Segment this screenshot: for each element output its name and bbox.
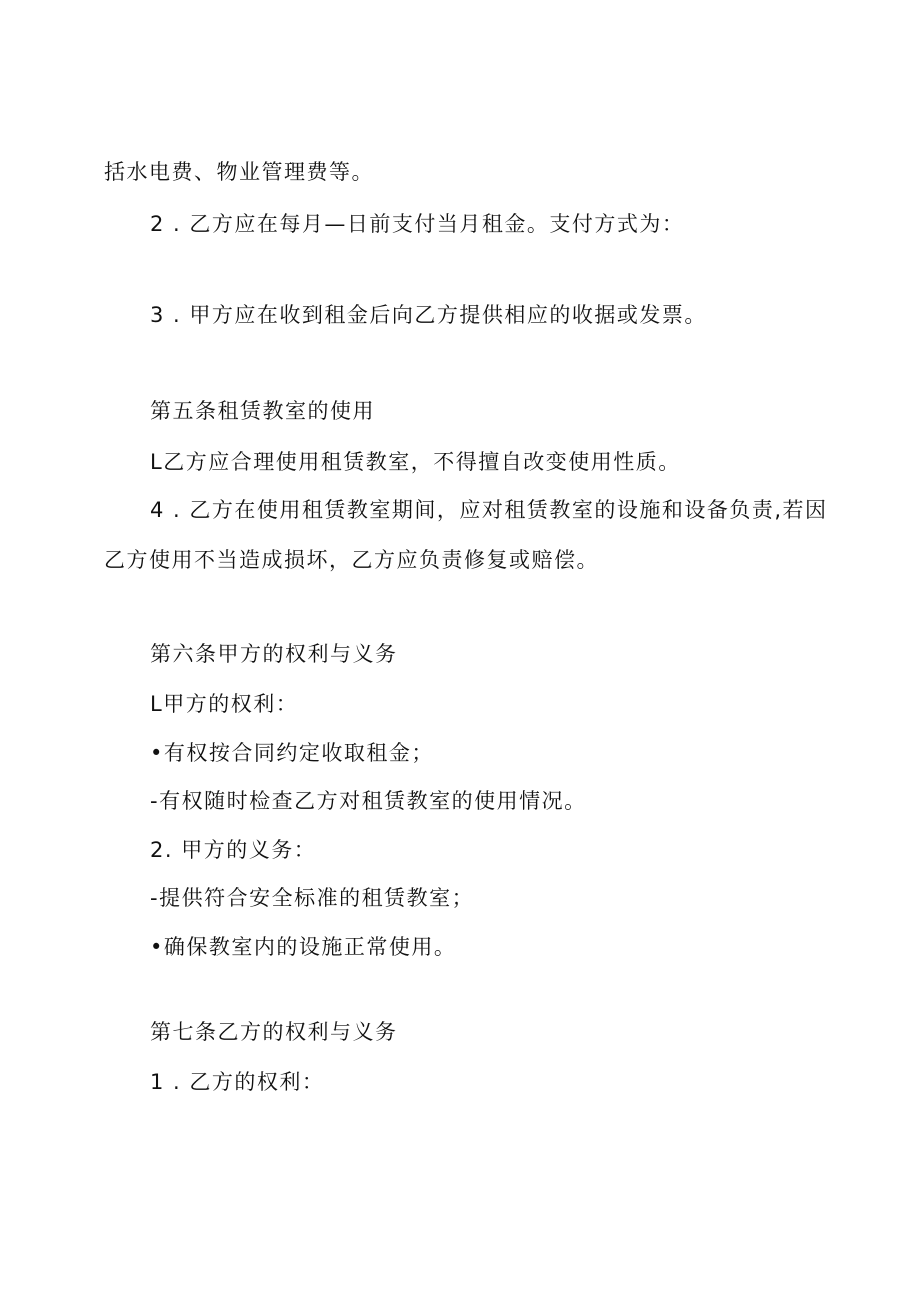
clause-5-item-1: L乙方应合理使用租赁教室，不得擅自改变使用性质。 bbox=[150, 450, 681, 474]
clause-6-bullet-safe-classroom: -提供符合安全标准的租赁教室； bbox=[150, 886, 475, 910]
clause-7-item-1: 1 . 乙方的权利： bbox=[150, 1070, 325, 1094]
section-heading-article-6: 第六条甲方的权利与义务 bbox=[150, 642, 398, 666]
clause-5-item-2-line-1: 4 . 乙方在使用租赁教室期间，应对租赁教室的设施和设备负责,若因 bbox=[150, 498, 828, 522]
text-line-fee-scope: 括水电费、物业管理费等。 bbox=[104, 160, 374, 184]
clause-4-item-3: 3 . 甲方应在收到租金后向乙方提供相应的收据或发票。 bbox=[150, 303, 707, 327]
section-heading-article-5: 第五条租赁教室的使用 bbox=[150, 399, 375, 423]
section-heading-article-7: 第七条乙方的权利与义务 bbox=[150, 1020, 398, 1044]
clause-6-bullet-collect-rent: •有权按合同约定收取租金； bbox=[150, 741, 434, 765]
clause-6-item-2: 2. 甲方的义务： bbox=[150, 838, 317, 862]
clause-5-item-2-line-2: 乙方使用不当造成损坏，乙方应负责修复或赔偿。 bbox=[104, 548, 599, 572]
clause-6-bullet-facilities: •确保教室内的设施正常使用。 bbox=[150, 935, 457, 959]
clause-4-item-2: 2 . 乙方应在每月—日前支付当月租金。支付方式为： bbox=[150, 212, 685, 236]
clause-6-item-1: L甲方的权利： bbox=[150, 692, 299, 716]
clause-6-bullet-inspect: -有权随时检查乙方对租赁教室的使用情况。 bbox=[150, 789, 587, 813]
